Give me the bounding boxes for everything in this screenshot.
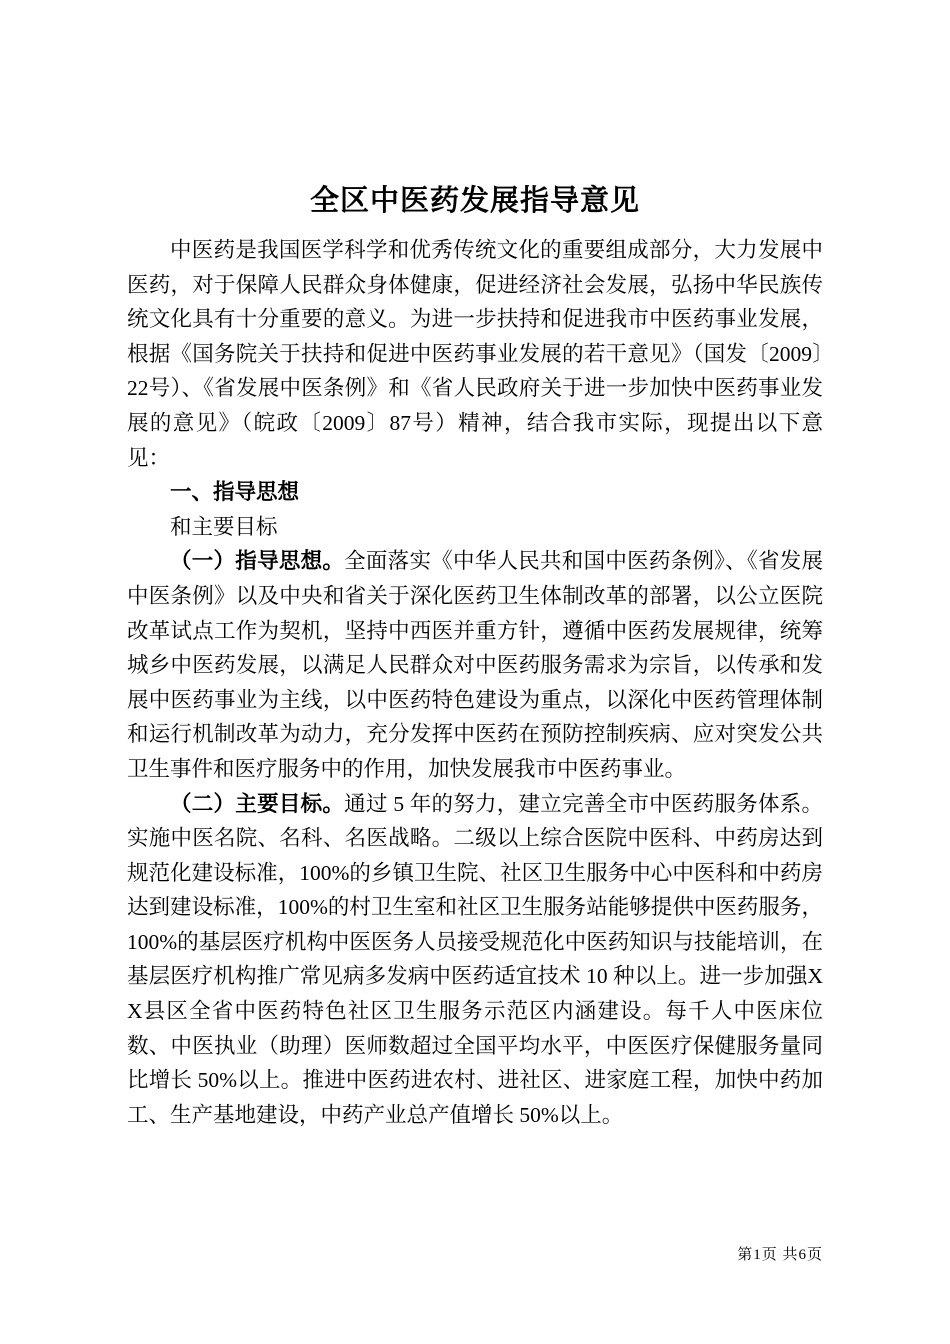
text-run: 全面落实《中华人民共和国中医药条例》、《省发展中医条例》以及中央和省关于深化医药卫生体制改革的部署，以公立医院改革试点工作为契机，坚持中西医并重方针，遵循中医药发展规律，统筹城乡中医药发展，以满足人民群众对中医药服务需求为宗旨，以传承和发展中医药事业为主线，以中医药特色建设为重点，以深化中医药管理体制和运行机制改革为动力，充分发挥中医药在预防控制疾病、应对突发公共卫生事件和医疗服务中的作用，加快发展我市中医药事业。 bbox=[127, 549, 823, 781]
paragraph bbox=[127, 510, 823, 545]
bold-run: （二）主要目标。 bbox=[170, 791, 345, 816]
text-run: 和主要目标 bbox=[170, 514, 278, 539]
document-body bbox=[127, 233, 823, 1132]
paragraph bbox=[127, 544, 823, 786]
paragraph bbox=[127, 233, 823, 475]
bold-run: 一、指导思想 bbox=[170, 480, 300, 505]
text-run: 中医药是我国医学科学和优秀传统文化的重要组成部分，大力发展中医药，对于保障人民群众身体健康，促进经济社会发展，弘扬中华民族传统文化具有十分重要的意义。为进一步扶持和促进我市中医药事业发展，根据《国务院关于扶持和促进中医药事业发展的若干意见》（国发〔2009〕22号）、《省发展中医条例》和《省人民政府关于进一步加快中医药事业发展的意见》（皖政〔2009〕87号）精神，结合我市实际，现提出以下意见： bbox=[127, 238, 823, 470]
page-title: 全区中医药发展指导意见 bbox=[309, 185, 640, 217]
text-run: 通过 5 年的努力，建立完善全市中医药服务体系。实施中医名院、名科、名医战略。二级以上综合医院中医科、中药房达到规范化建设标准，100%的乡镇卫生院、社区卫生服务中心中医科和中药房达到建设标准，100%的村卫生室和社区卫生服务站能够提供中医药服务，100%的基层医疗机构中医医务人员接受规范化中医药知识与技能培训，在基层医疗机构推广常见病多发病中医药适宜技术 10 种以上。进一步加强XX县区全省中医药特色社区卫生服务示范区内涵建设。每千人中医床位数、中医执业（助理）医师数超过全国平均水平，中医医疗保健服务量同比增长 50%以上。推进中医药进农村、进社区、进家庭工程，加快中药加工、生产基地建设，中药产业总产值增长 50%以上。 bbox=[127, 791, 823, 1127]
paragraph bbox=[127, 475, 823, 510]
paragraph bbox=[127, 787, 823, 1133]
page-footer: 第1页 共6页 bbox=[737, 1247, 823, 1263]
bold-run: （一）指导思想。 bbox=[170, 549, 345, 574]
